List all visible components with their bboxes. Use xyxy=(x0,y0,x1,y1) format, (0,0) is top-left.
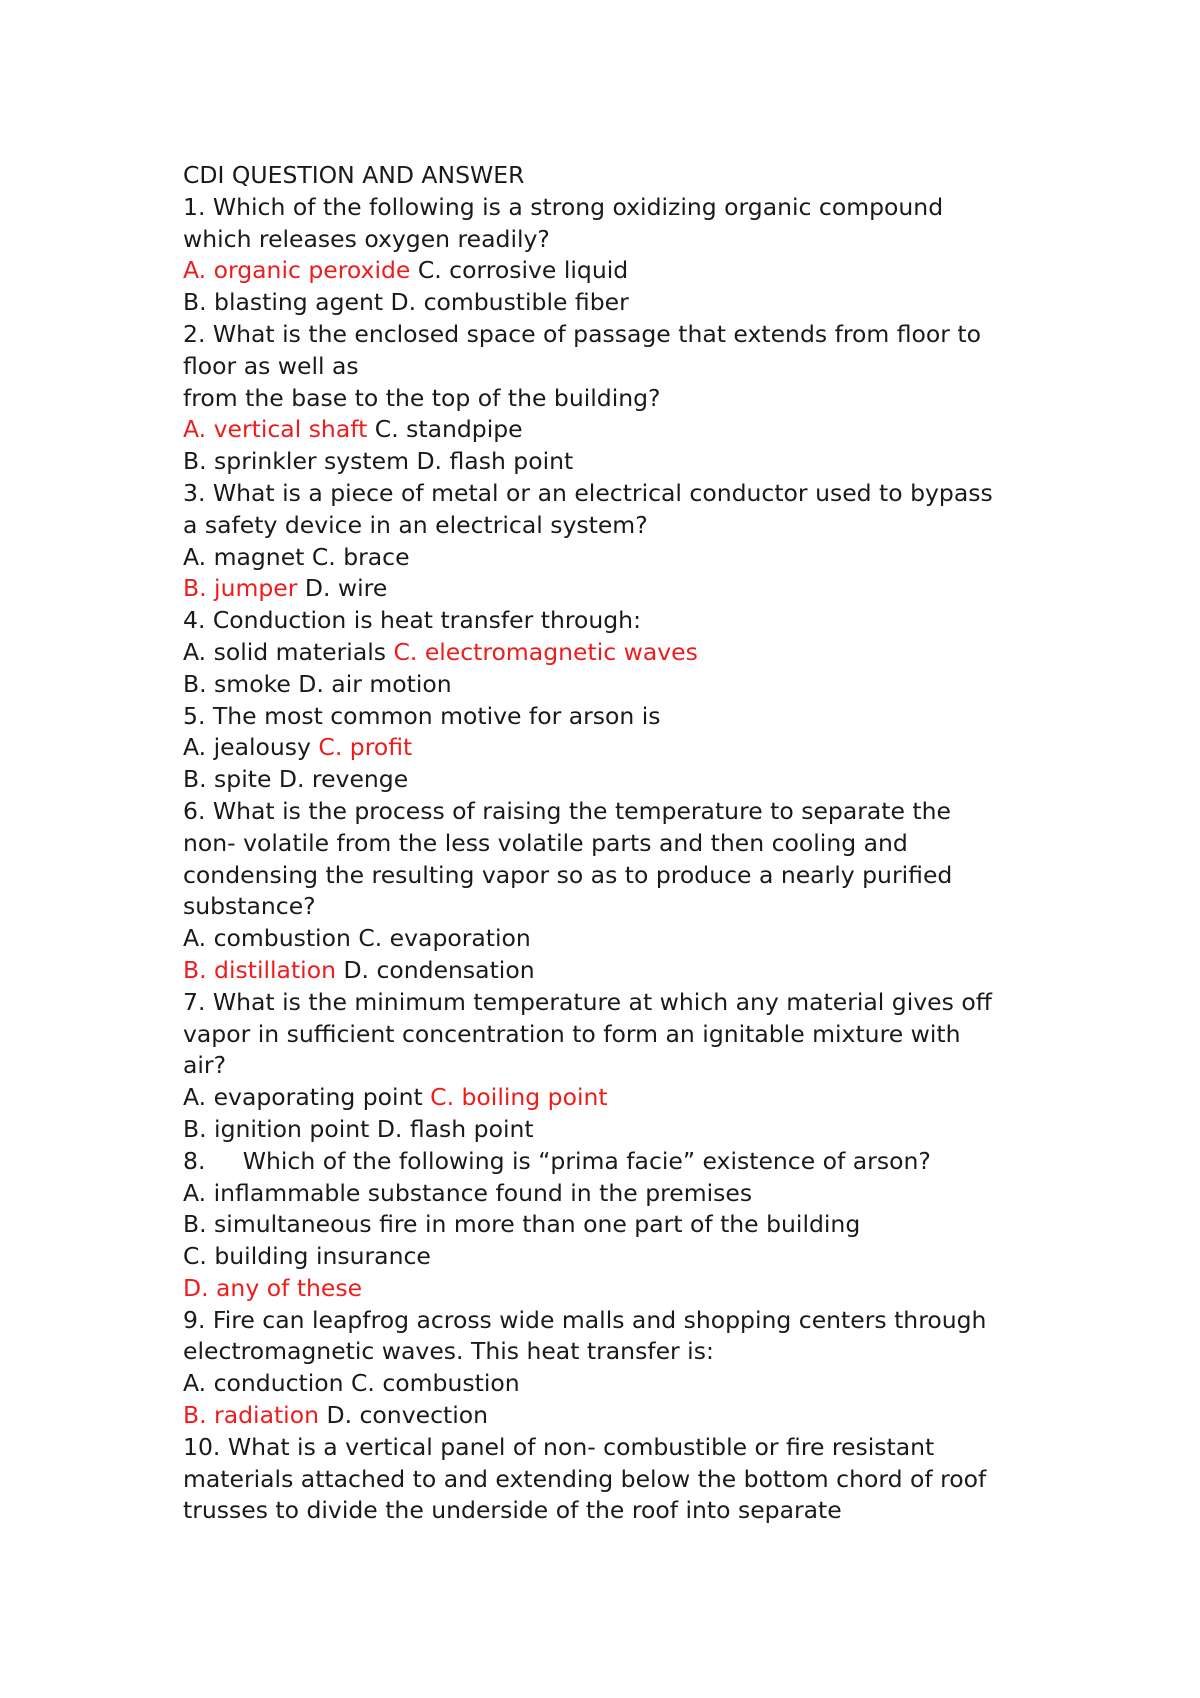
question-9-options-bd xyxy=(183,1400,1063,1432)
correct-answer: B. jumper xyxy=(183,574,298,603)
question-6-line-3: condensing the resulting vapor so as to produce a nearly purified xyxy=(183,860,953,889)
option-text: A. evaporating point xyxy=(183,1083,431,1112)
question-5-options-bd: B. spite D. revenge xyxy=(183,765,409,794)
question-8-option-c: C. building insurance xyxy=(183,1242,431,1271)
question-1-line-2: which releases oxygen readily? xyxy=(183,224,550,253)
correct-answer: C. profit xyxy=(318,733,413,762)
question-7-options-bd: B. ignition point D. flash point xyxy=(183,1114,534,1143)
question-1-options-bd: B. blasting agent D. combustible fiber xyxy=(183,288,629,317)
correct-answer: C. boiling point xyxy=(430,1083,608,1112)
option-text: D. condensation xyxy=(335,955,535,984)
question-8-line-1: 8. Which of the following is “prima facie” existence of arson? xyxy=(183,1146,931,1175)
question-6-options-bd xyxy=(183,955,1063,987)
question-9-line-1: 9. Fire can leapfrog across wide malls and shopping centers through xyxy=(183,1305,987,1334)
correct-answer: A. vertical shaft xyxy=(183,415,368,444)
option-text: A. solid materials xyxy=(183,637,394,666)
question-7-line-1: 7. What is the minimum temperature at which any material gives off xyxy=(183,987,992,1016)
question-5-line-1: 5. The most common motive for arson is xyxy=(183,701,661,730)
correct-answer: A. organic peroxide xyxy=(183,256,411,285)
question-2-line-3: from the base to the top of the building? xyxy=(183,383,661,412)
question-2-options-bd: B. sprinkler system D. flash point xyxy=(183,447,574,476)
document-title: CDI QUESTION AND ANSWER xyxy=(183,161,525,189)
question-10-line-2: materials attached to and extending below the bottom chord of roof xyxy=(183,1464,987,1493)
question-8-option-d-correct: D. any of these xyxy=(183,1273,363,1302)
option-text: D. convection xyxy=(319,1401,488,1430)
question-3-line-2: a safety device in an electrical system? xyxy=(183,510,648,539)
correct-answer: C. electromagnetic waves xyxy=(393,637,698,666)
question-2-line-2: floor as well as xyxy=(183,351,359,380)
question-8-option-a: A. inflammable substance found in the premises xyxy=(183,1178,753,1207)
question-10-line-3: trusses to divide the underside of the roof into separate xyxy=(183,1496,842,1525)
question-8-option-b: B. simultaneous fire in more than one part of the building xyxy=(183,1210,861,1239)
option-text: A. jealousy xyxy=(183,733,319,762)
question-3-options-bd xyxy=(183,573,1063,605)
question-6-line-4: substance? xyxy=(183,892,316,921)
correct-answer: B. radiation xyxy=(183,1401,319,1430)
question-6-line-2: non- volatile from the less volatile parts and then cooling and xyxy=(183,828,908,857)
question-7-options-ac xyxy=(183,1082,1063,1114)
option-text: C. corrosive liquid xyxy=(410,256,629,285)
option-text: C. standpipe xyxy=(367,415,523,444)
document-body xyxy=(183,160,1063,1527)
correct-answer: B. distillation xyxy=(183,955,336,984)
question-6-line-1: 6. What is the process of raising the temperature to separate the xyxy=(183,796,951,825)
question-10-line-1: 10. What is a vertical panel of non- combustible or fire resistant xyxy=(183,1432,935,1461)
question-1-options-ac xyxy=(183,255,1063,287)
question-4-options-bd: B. smoke D. air motion xyxy=(183,669,452,698)
question-3-line-1: 3. What is a piece of metal or an electrical conductor used to bypass xyxy=(183,478,993,507)
option-text: D. wire xyxy=(297,574,388,603)
question-2-options-ac xyxy=(183,414,1063,446)
question-7-line-2: vapor in sufficient concentration to form an ignitable mixture with xyxy=(183,1019,961,1048)
question-6-options-ac: A. combustion C. evaporation xyxy=(183,924,531,953)
question-4-line-1: 4. Conduction is heat transfer through: xyxy=(183,606,641,635)
question-2-line-1: 2. What is the enclosed space of passage that extends from floor to xyxy=(183,319,982,348)
question-7-line-3: air? xyxy=(183,1051,227,1080)
question-4-options-ac xyxy=(183,637,1063,669)
question-9-options-ac: A. conduction C. combustion xyxy=(183,1369,520,1398)
question-5-options-ac xyxy=(183,732,1063,764)
question-3-options-ac: A. magnet C. brace xyxy=(183,542,410,571)
question-1-line-1: 1. Which of the following is a strong oxidizing organic compound xyxy=(183,192,944,221)
question-9-line-2: electromagnetic waves. This heat transfer is: xyxy=(183,1337,714,1366)
